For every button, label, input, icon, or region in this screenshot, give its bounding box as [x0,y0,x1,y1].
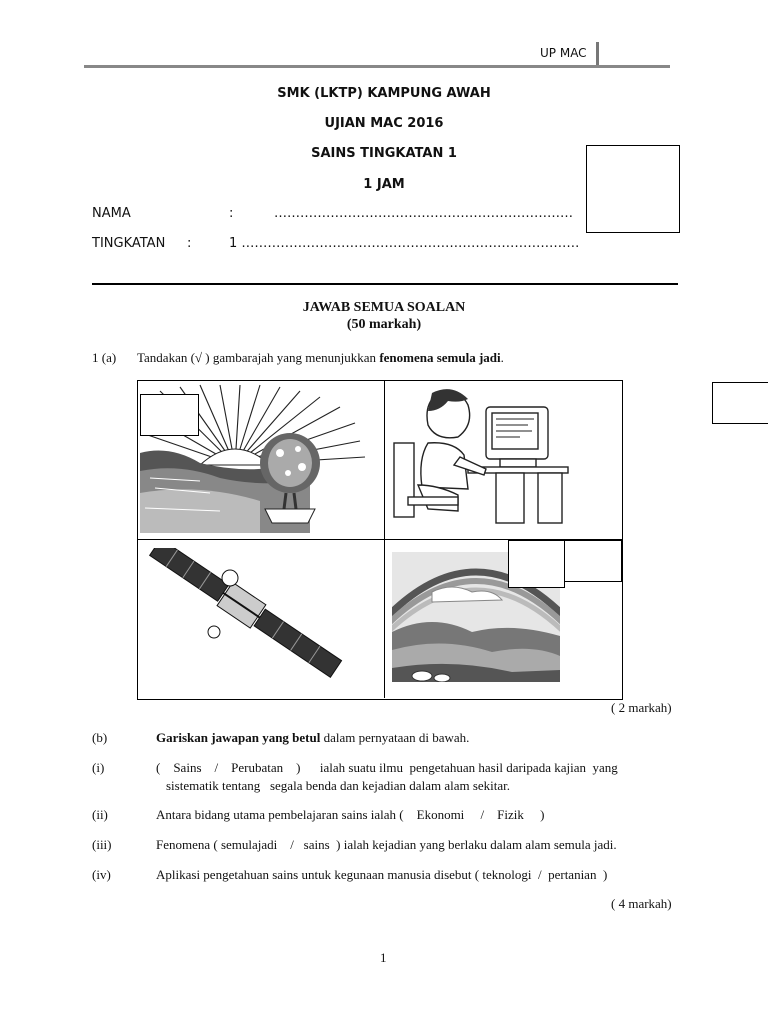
name-field[interactable]: …………………………………………………………… [274,206,573,221]
q1a-question [137,350,504,366]
q1b-label: (b) [92,730,108,745]
page-number: 1 [380,950,387,965]
q1b-instruction-rest: dalam pernyataan di bawah. [320,730,470,745]
q1a-keyword: fenomena semula jadi [379,350,501,365]
q1b-instruction-bold: Gariskan jawapan yang betul [156,730,321,745]
duration: 1 JAM [363,177,405,192]
q1b-iv-line1: Aplikasi pengetahuan sains untuk kegunaan manusia disebut ( teknologi / pertanian ) [156,867,608,882]
subject-title: SAINS TINGKATAN 1 [311,146,457,161]
tick-box-4a[interactable] [508,540,565,588]
header-divider [596,42,599,66]
instruction-line2: (50 markah) [346,317,422,332]
q1b-i-num: (i) [92,760,105,775]
side-marks-box [712,382,768,424]
header-tag: UP MAC [540,46,587,60]
q1b-ii-line1: Antara bidang utama pembelajaran sains ialah ( Ekonomi / Fizik ) [156,807,545,822]
tick-box-1[interactable] [140,394,199,436]
q1b-ii-num: (ii) [92,807,108,822]
q1b-iv-num: (iv) [92,867,111,882]
exam-title: UJIAN MAC 2016 [324,116,444,131]
tick-box-4b[interactable] [564,540,622,582]
q1a-number: 1 (a) [92,350,117,365]
satellite-image [142,548,372,678]
section-rule [92,283,678,285]
class-colon: : [187,236,192,251]
header-rule [84,65,670,68]
q1b-marks: ( 4 markah) [611,896,672,911]
q1b-i-line2: sistematik tentang segala benda dan kejadian dalam alam sekitar. [166,778,511,793]
q1b-i-line1: ( Sains / Perubatan ) ialah suatu ilmu pengetahuan hasil daripada kajian yang [156,760,618,775]
instruction-line1: JAWAB SEMUA SOALAN [302,300,466,315]
class-field[interactable]: 1 …………………………………………………………………… [229,236,580,251]
name-colon: : [229,206,234,221]
marks-box [586,145,680,233]
boy-computer-image [388,385,618,535]
q1a-marks: ( 2 markah) [611,700,672,715]
q1a-period: . [500,350,504,365]
q1b-instruction [156,730,469,746]
q1b-iii-line1: Fenomena ( semulajadi / sains ) ialah kejadian yang berlaku dalam alam semula jadi. [156,837,617,852]
name-label: NAMA [92,206,131,221]
q1b-iii-num: (iii) [92,837,112,852]
school-name: SMK (LKTP) KAMPUNG AWAH [277,86,491,101]
q1a-text: Tandakan (√ ) gambarajah yang menunjukkan [137,350,380,365]
class-label: TINGKATAN [92,236,166,251]
